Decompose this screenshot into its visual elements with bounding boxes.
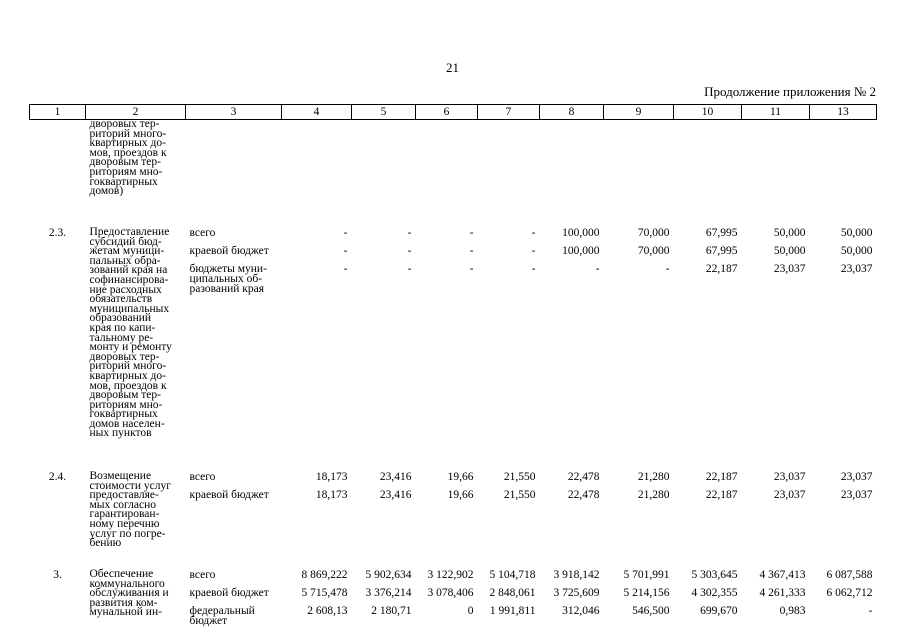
value-cell: 5 104,718	[489, 569, 536, 581]
value-cell: 22,187	[705, 263, 738, 275]
header-cell: 9	[604, 105, 674, 120]
item-description: Предоставление субсидий бюд- жетам муници- пальных обра- зований края на софинансирова- ние расходных обязательств муниципальных образований края по капи- тальному ре- монту и ремонту дворовых тер- риторий много- квартирных до- мов, проездов к дворовым тер- риториям мно- гоквартирных домов населен- ных пунктов	[89, 226, 172, 440]
value-cell: 6 062,712	[826, 587, 873, 599]
value-cell: 21,280	[637, 471, 670, 483]
value-cell: 18,173	[315, 471, 348, 483]
value-cell: 67,995	[705, 227, 738, 239]
value-cell: 5 214,156	[623, 587, 670, 599]
funding-source: всего	[189, 471, 216, 483]
value-cell: -	[407, 227, 412, 239]
header-cell: 6	[416, 105, 478, 120]
value-cell: 50,000	[840, 227, 873, 239]
value-cell: 23,037	[773, 489, 806, 501]
value-cell: 21,550	[503, 471, 536, 483]
funding-source: всего	[189, 227, 216, 239]
value-cell: 70,000	[637, 245, 670, 257]
value-cell: 23,037	[840, 471, 873, 483]
value-cell: 3 918,142	[553, 569, 600, 581]
value-cell: 5 902,634	[365, 569, 412, 581]
value-cell: -	[343, 227, 348, 239]
value-cell: 23,037	[773, 263, 806, 275]
value-cell: 50,000	[773, 227, 806, 239]
header-cell: 7	[478, 105, 540, 120]
value-cell: -	[531, 227, 536, 239]
item-number: 2.3.	[48, 227, 67, 239]
header-cell: 13	[810, 105, 877, 120]
value-cell: 50,000	[840, 245, 873, 257]
value-cell: 50,000	[773, 245, 806, 257]
value-cell: 546,500	[632, 605, 670, 617]
funding-source: краевой бюджет	[189, 587, 269, 599]
value-cell: 4 302,355	[691, 587, 738, 599]
continuation-note: Продолжение приложения № 2	[704, 84, 876, 99]
funding-source: всего	[189, 569, 216, 581]
value-cell: 23,416	[379, 489, 412, 501]
value-cell: -	[665, 263, 670, 275]
header-cell: 3	[186, 105, 282, 120]
table-row	[30, 228, 877, 246]
value-cell: 699,670	[700, 605, 738, 617]
value-cell: -	[469, 227, 474, 239]
carry-over-text: дворовых тер- риторий много- квартирных до- мов, проездов к дворовым тер- риториям мно- гоквартирных домов)	[89, 118, 167, 198]
item-number: 2.4.	[48, 471, 67, 483]
value-cell: 19,66	[447, 471, 474, 483]
value-cell: 100,000	[562, 227, 600, 239]
value-cell: -	[407, 245, 412, 257]
value-cell: -	[469, 245, 474, 257]
carry-over-row	[30, 120, 877, 221]
value-cell: 22,478	[567, 471, 600, 483]
table-row	[30, 472, 877, 490]
header-cell: 11	[742, 105, 810, 120]
value-cell: 2 608,13	[307, 605, 348, 617]
value-cell: 6 087,588	[826, 569, 873, 581]
funding-source: краевой бюджет	[189, 245, 269, 257]
value-cell: -	[343, 263, 348, 275]
value-cell: -	[407, 263, 412, 275]
value-cell: -	[531, 245, 536, 257]
value-cell: -	[531, 263, 536, 275]
value-cell: -	[868, 605, 873, 617]
value-cell: 22,187	[705, 489, 738, 501]
item-description: Обеспечение коммунального обслуживания и развития ком- мунальной ин-	[89, 568, 169, 619]
funding-source: федеральный бюджет	[189, 605, 255, 627]
funding-source: краевой бюджет	[189, 489, 269, 501]
value-cell: 67,995	[705, 245, 738, 257]
header-cell: 5	[352, 105, 416, 120]
header-cell: 4	[282, 105, 352, 120]
value-cell: 22,187	[705, 471, 738, 483]
value-cell: 100,000	[562, 245, 600, 257]
table-row	[30, 570, 877, 588]
header-cell: 10	[674, 105, 742, 120]
item-description: Возмещение стоимости услуг предоставляе- мых согласно гарантирован- ному перечню услуг по погре- бению	[89, 470, 171, 550]
value-cell: 3 376,214	[365, 587, 412, 599]
value-cell: 4 261,333	[759, 587, 806, 599]
value-cell: 23,416	[379, 471, 412, 483]
value-cell: 5 303,645	[691, 569, 738, 581]
value-cell: 5 715,478	[301, 587, 348, 599]
item-number: 3.	[53, 569, 62, 581]
value-cell: 2 848,061	[489, 587, 536, 599]
value-cell: 8 869,222	[301, 569, 348, 581]
value-cell: 23,037	[773, 471, 806, 483]
header-cell: 8	[540, 105, 604, 120]
value-cell: 22,478	[567, 489, 600, 501]
page-number: 21	[446, 60, 459, 75]
value-cell: -	[343, 245, 348, 257]
header-cell: 2	[86, 105, 186, 120]
value-cell: 19,66	[447, 489, 474, 501]
value-cell: 312,046	[562, 605, 600, 617]
header-cell: 1	[30, 105, 86, 120]
funding-source: бюджеты муни- ципальных об- разований края	[189, 263, 267, 295]
value-cell: 3 725,609	[553, 587, 600, 599]
value-cell: 2 180,71	[371, 605, 412, 617]
value-cell: 23,037	[840, 263, 873, 275]
value-cell: 70,000	[637, 227, 670, 239]
value-cell: -	[595, 263, 600, 275]
value-cell: 21,280	[637, 489, 670, 501]
budget-table	[29, 104, 877, 626]
value-cell: 1 991,811	[489, 605, 536, 617]
value-cell: 0	[467, 605, 474, 617]
value-cell: -	[469, 263, 474, 275]
value-cell: 3 122,902	[427, 569, 474, 581]
value-cell: 3 078,406	[427, 587, 474, 599]
value-cell: 5 701,991	[623, 569, 670, 581]
value-cell: 0,983	[779, 605, 806, 617]
value-cell: 4 367,413	[759, 569, 806, 581]
value-cell: 21,550	[503, 489, 536, 501]
value-cell: 23,037	[840, 489, 873, 501]
value-cell: 18,173	[315, 489, 348, 501]
